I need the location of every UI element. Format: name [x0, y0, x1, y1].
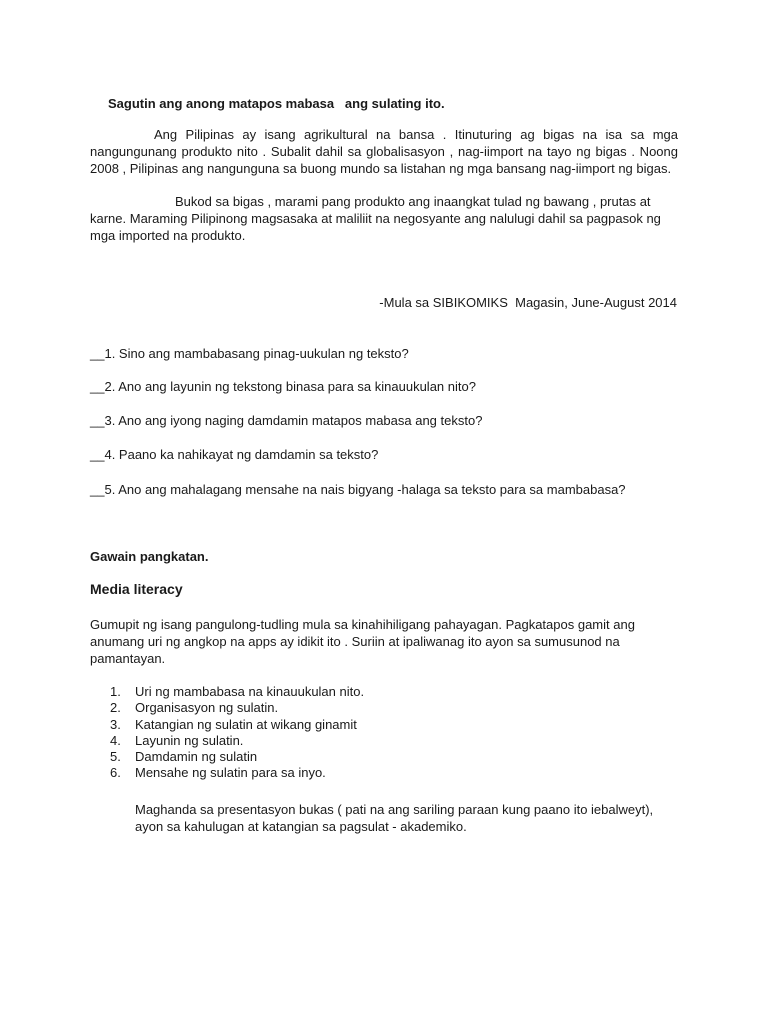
list-item: [110, 717, 670, 733]
list-number: 2.: [110, 700, 121, 716]
activity-instructions: Gumupit ng isang pangulong-tudling mula sa kinahihiligang pahayagan. Pagkatapos gamit ang anumang uri ng angkop na apps ay idikit ito . Suriin at ipaliwanag ito ayon sa sumusunod na pamantayan.: [90, 617, 635, 666]
source-citation: -Mula sa SIBIKOMIKS Magasin, June-August 2014: [379, 295, 677, 310]
reading-paragraph-1-text: Ang Pilipinas ay isang agrikultural na bansa . Itinuturing ag bigas na isa sa mga nangungunang produkto nito . Subalit dahil sa globalisasyon , nag-iimport na tayo ng bigas . Noong 2008 , Pilipinas ang nangunguna sa buong mundo sa listahan ng mga bansang nag-iimport ng bigas.: [90, 127, 678, 176]
media-literacy-title: Media literacy: [90, 581, 183, 597]
list-item-text: Katangian ng sulatin at wikang ginamit: [135, 716, 357, 732]
group-activity-title: Gawain pangkatan.: [90, 549, 209, 564]
list-item-text: Mensahe ng sulatin para sa inyo.: [135, 765, 326, 781]
list-item-text: Organisasyon ng sulatin.: [135, 700, 279, 716]
list-number: 1.: [110, 684, 121, 699]
list-item: [110, 700, 670, 716]
list-item-text: Layunin ng sulatin.: [135, 732, 244, 748]
list-item: [110, 733, 670, 749]
reading-paragraph-2: [90, 193, 678, 244]
question-5: __5. Ano ang mahalagang mensahe na nais bigyang -halaga sa teksto para sa mambabasa?: [90, 482, 626, 497]
list-item-text: Damdamin ng sulatin: [135, 749, 258, 765]
closing-instruction: Maghanda sa presentasyon bukas ( pati na ang sariling paraan kung paano ito iebalweyt), ayon sa kahulugan at katangian sa pagsulat - akademiko.: [135, 802, 654, 834]
question-3: __3. Ano ang iyong naging damdamin matapos mabasa ang teksto?: [90, 413, 483, 428]
criteria-list: [110, 684, 670, 782]
list-number: 6.: [110, 765, 121, 781]
list-number: 3.: [110, 716, 121, 732]
list-item: [110, 749, 670, 765]
question-2: __2. Ano ang layunin ng tekstong binasa para sa kinauukulan nito?: [90, 379, 476, 394]
question-4: __4. Paano ka nahikayat ng damdamin sa teksto?: [90, 447, 379, 462]
list-item: [110, 765, 670, 781]
instruction-heading: Sagutin ang anong matapos mabasa ang sulating ito.: [108, 96, 445, 111]
list-item: [110, 684, 670, 700]
list-item-text: Uri ng mambabasa na kinauukulan nito.: [135, 684, 365, 699]
list-number: 4.: [110, 732, 121, 748]
reading-paragraph-2-text: Bukod sa bigas , marami pang produkto ang inaangkat tulad ng bawang , prutas at karne. Maraming Pilipinong magsasaka at maliliit na negosyante ang nalulugi dahil sa pagpasok ng mga imported na produkto.: [90, 194, 661, 243]
reading-paragraph-1: [90, 126, 678, 177]
question-1: __1. Sino ang mambabasang pinag-uukulan ng teksto?: [90, 346, 409, 361]
list-number: 5.: [110, 749, 121, 765]
